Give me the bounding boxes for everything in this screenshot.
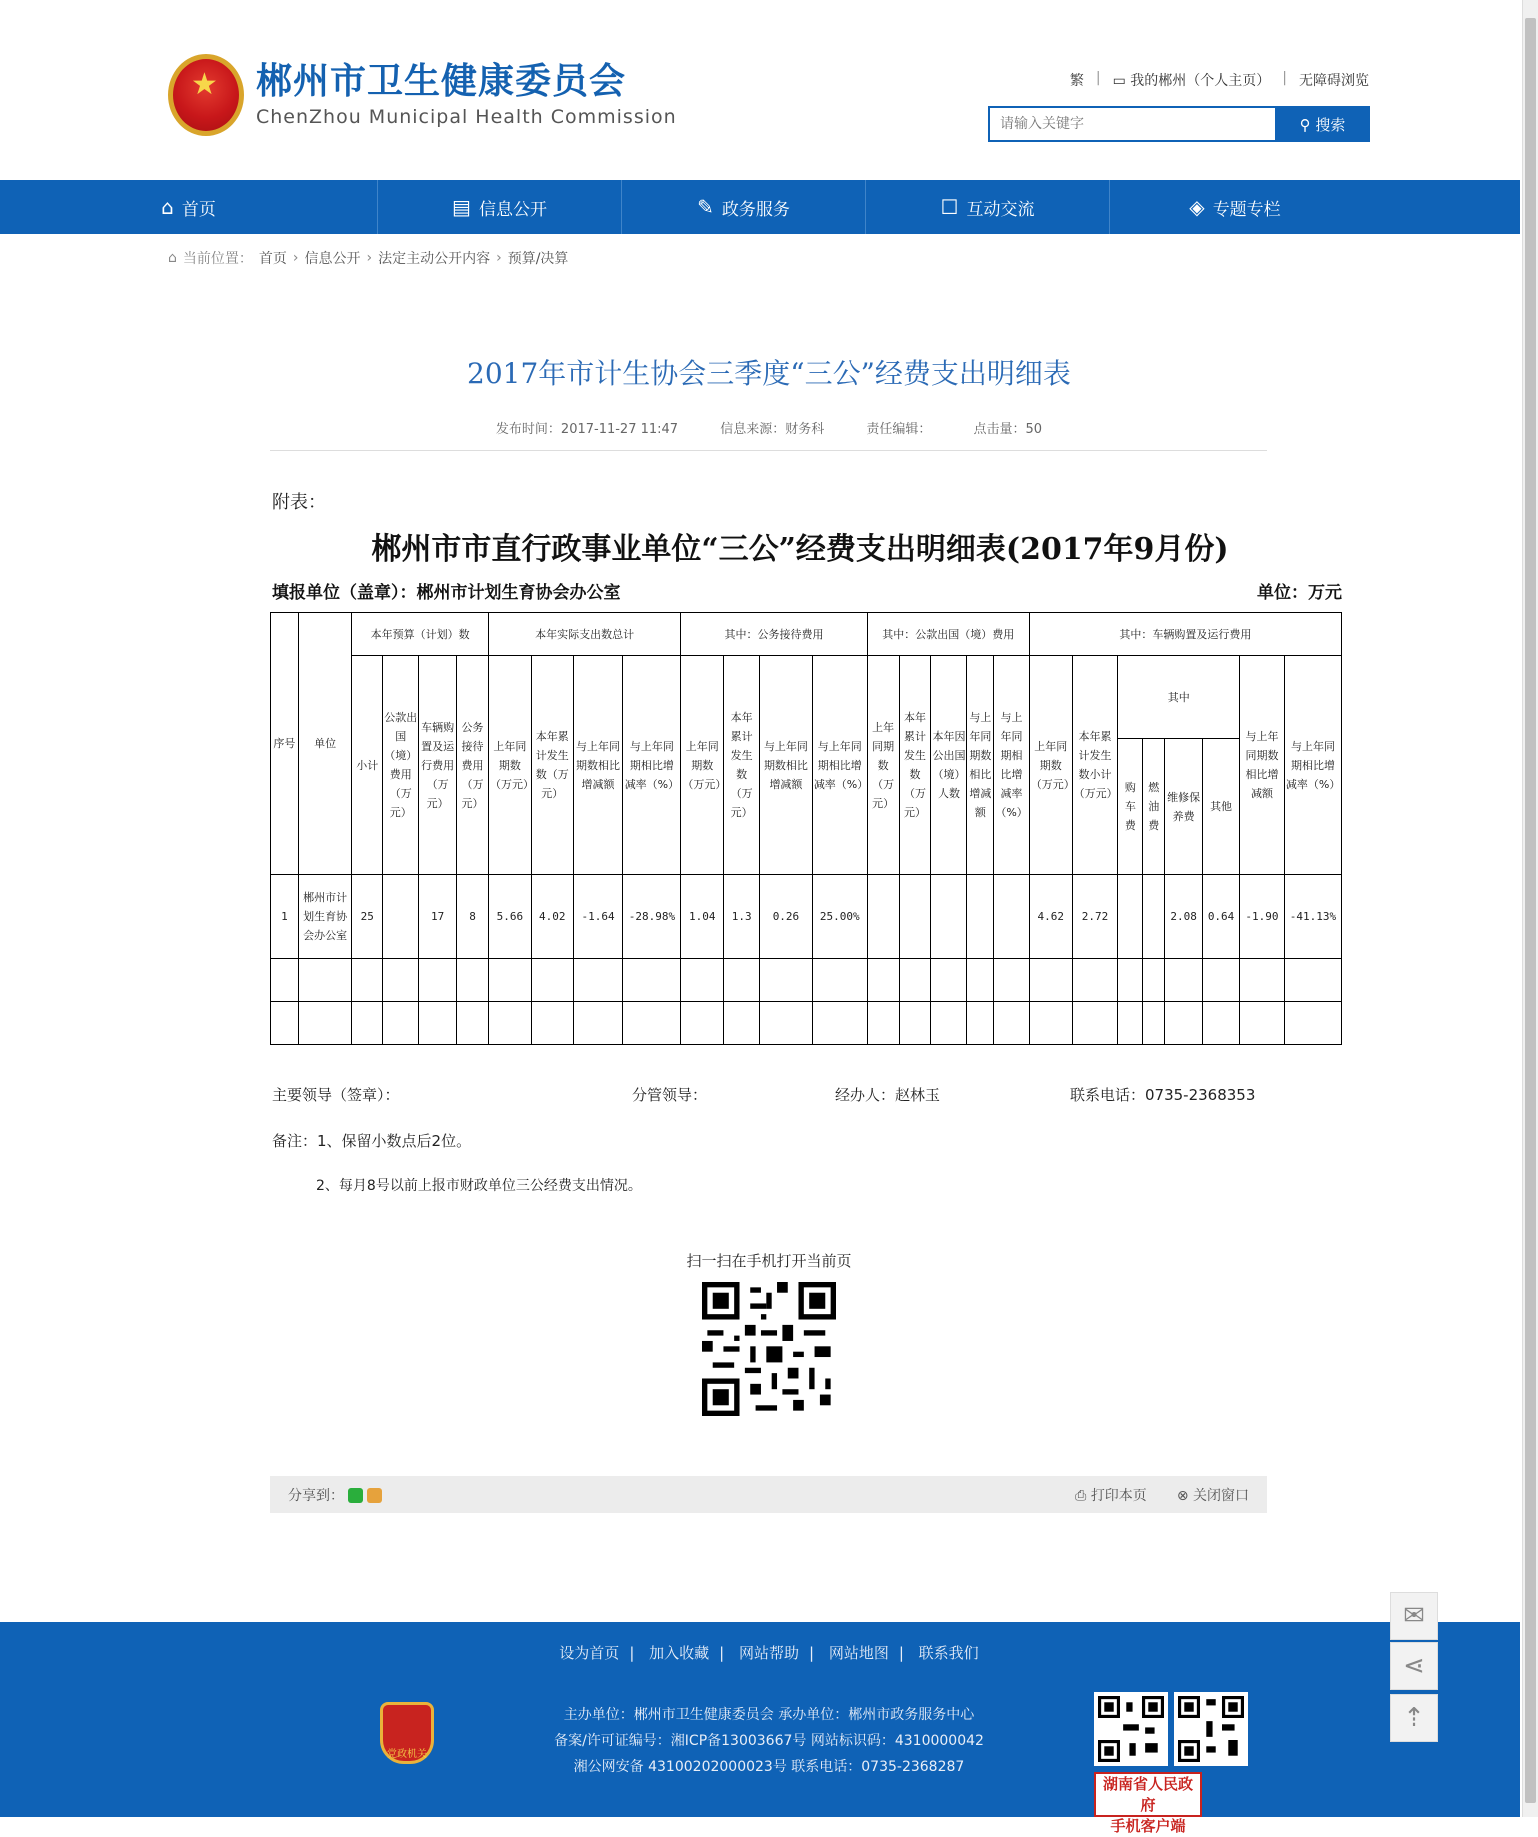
header-cell: 与上年同期数相比增减额 — [967, 656, 994, 875]
charge-sign: 分管领导： — [632, 1086, 708, 1104]
share-label: 分享到： — [288, 1488, 344, 1504]
hunan-gov-label: 湖南省人民政府 — [1102, 1775, 1193, 1814]
note-1: 备注：1、保留小数点后2位。 — [272, 1132, 472, 1150]
cell — [899, 875, 931, 959]
cell: 郴州市计划生育协会办公室 — [298, 875, 352, 959]
party-gov-badge[interactable]: 党政机关 — [380, 1702, 434, 1764]
header-cell: 与上年同期数相比增减额 — [760, 656, 813, 875]
main-nav — [0, 180, 1520, 234]
layers-icon: ◈ — [1189, 195, 1205, 219]
breadcrumb-item[interactable]: 首页 — [258, 251, 287, 267]
nav-label: 政务服务 — [721, 199, 790, 220]
share-bar — [270, 1476, 1267, 1513]
back-to-top-icon[interactable]: ⇡ — [1390, 1694, 1438, 1742]
search-input[interactable] — [988, 106, 1275, 142]
close-icon: ⊗ — [1176, 1488, 1193, 1504]
cell — [1118, 875, 1143, 959]
article-title: 2017年市计生协会三季度“三公”经费支出明细表 — [467, 357, 1071, 390]
group-header-cell: 本年预算（计划）数 — [352, 613, 489, 656]
header-cell: 序号 — [271, 613, 299, 875]
unit-line — [272, 578, 1342, 603]
site-subtitle: ChenZhou Municipal Health Commission — [256, 106, 677, 128]
note-2: 2、每月8号以前上报市财政单位三公经费支出情况。 — [316, 1178, 642, 1194]
header-cell: 上年同期数（万元） — [488, 656, 531, 875]
publish-time: 发布时间：2017-11-27 11:47 — [495, 422, 679, 437]
empty-row — [271, 959, 1342, 1002]
cell — [994, 875, 1029, 959]
article-meta — [0, 418, 1538, 437]
cell — [1143, 875, 1165, 959]
breadcrumb — [168, 248, 568, 268]
national-emblem-icon — [168, 54, 244, 136]
currency-unit: 单位：万元 — [1257, 583, 1342, 603]
header-cell: 与上年同期相比增减率（%） — [812, 656, 867, 875]
group-header-cell: 其中 — [1118, 656, 1240, 739]
footer-link[interactable]: 联系我们 — [918, 1644, 979, 1662]
home-icon: ⌂ — [161, 195, 174, 219]
cell: -1.64 — [573, 875, 623, 959]
traditional-link[interactable]: 繁 — [1069, 73, 1084, 89]
header-cell: 公款出国（境）费用（万元） — [383, 656, 419, 875]
header-cell: 本年累计发生数（万元） — [531, 656, 573, 875]
footer-qr-code — [1094, 1692, 1168, 1766]
breadcrumb-item[interactable]: 预算/决算 — [507, 251, 569, 267]
divider — [270, 450, 1267, 451]
footer-sponsor: 主办单位：郴州市卫生健康委员会 承办单位：郴州市政务服务中心 — [563, 1707, 975, 1723]
header-cell: 本年累计发生数（万元） — [899, 656, 931, 875]
document-icon: ▤ — [452, 195, 471, 219]
header-cell: 与上年同期数相比增减额 — [573, 656, 623, 875]
footer-police: 湘公网安备 43100202000023号 联系电话：0735-2368287 — [573, 1759, 965, 1775]
header-cell: 公务接待费用（万元） — [457, 656, 489, 875]
site-logo[interactable] — [168, 54, 677, 136]
hunan-app-label: 手机客户端 — [1110, 1817, 1186, 1835]
header-cell: 本年累计发生数（万元） — [724, 656, 760, 875]
chevron-right-icon: › — [366, 250, 373, 266]
cell: -1.90 — [1240, 875, 1285, 959]
nav-home[interactable] — [0, 180, 378, 234]
cell: 4.62 — [1029, 875, 1072, 959]
cell — [967, 875, 994, 959]
leader-sign: 主要领导（签章）： — [272, 1086, 400, 1104]
page-qr-code — [702, 1282, 836, 1416]
breadcrumb-label: 当前位置： — [182, 251, 253, 267]
monitor-icon: ▭ — [1112, 73, 1131, 89]
footer-info — [0, 1702, 1538, 1780]
top-links — [1070, 70, 1369, 90]
cell: 8 — [457, 875, 489, 959]
scrollbar[interactable] — [1522, 0, 1538, 1817]
separator: | — [1282, 70, 1287, 86]
share-group — [288, 1485, 382, 1505]
wechat-icon[interactable] — [348, 1488, 363, 1503]
nav-label: 信息公开 — [478, 199, 547, 220]
header-cell: 小计 — [352, 656, 383, 875]
accessibility-link[interactable]: 无障碍浏览 — [1299, 73, 1369, 89]
header-cell: 上年同期数（万元） — [681, 656, 724, 875]
group-header-cell: 其中：公务接待费用 — [681, 613, 867, 656]
header-cell: 本年累计发生数小计（万元） — [1072, 656, 1118, 875]
chevron-right-icon: › — [292, 250, 299, 266]
table-header-row — [271, 613, 1342, 656]
expense-table — [270, 612, 1342, 1045]
search-button-label: 搜索 — [1315, 115, 1346, 134]
nav-label: 互动交流 — [966, 199, 1035, 220]
chevron-right-icon: › — [496, 250, 502, 266]
cell: 1.04 — [681, 875, 724, 959]
share-float-icon[interactable]: ⋖ — [1390, 1642, 1438, 1690]
empty-row — [271, 1002, 1342, 1045]
scrollbar-thumb[interactable] — [1525, 18, 1536, 1803]
group-header-cell: 其中：车辆购置及运行费用 — [1029, 613, 1341, 656]
cell — [931, 875, 967, 959]
footer-qr-code — [1174, 1692, 1248, 1766]
header-cell: 其他 — [1203, 739, 1240, 875]
header-cell: 与上年同期相比增减率（%） — [1284, 656, 1341, 875]
footer-links: 设为首页 | 加入收藏 | 网站帮助 | 网站地图 | 联系我们 — [559, 1644, 979, 1662]
cell: 17 — [419, 875, 457, 959]
home-icon: ⌂ — [168, 250, 177, 266]
search-box — [988, 106, 1370, 142]
cell: 25 — [352, 875, 383, 959]
scan-hint: 扫一扫在手机打开当前页 — [686, 1252, 852, 1270]
table-row — [271, 875, 1342, 959]
search-button[interactable] — [1275, 106, 1370, 142]
wechat-float-icon[interactable]: ✉ — [1390, 1592, 1438, 1640]
cell: 5.66 — [488, 875, 531, 959]
header-cell: 购车费 — [1118, 739, 1143, 875]
cell: -28.98% — [623, 875, 681, 959]
nav-info-disclosure[interactable] — [378, 180, 622, 234]
nav-gov-service[interactable] — [622, 180, 866, 234]
printer-icon: ⎙ — [1075, 1488, 1091, 1504]
cell — [383, 875, 419, 959]
footer-link[interactable]: 设为首页 — [559, 1644, 620, 1662]
cell: 1 — [271, 875, 299, 959]
cell: 4.02 — [531, 875, 573, 959]
cell: -41.13% — [1284, 875, 1341, 959]
contact-phone: 联系电话：0735-2368353 — [1070, 1086, 1256, 1104]
hunan-gov-app-badge[interactable] — [1094, 1772, 1202, 1835]
my-chenzhou-label: 我的郴州（个人主页） — [1130, 73, 1271, 89]
reporting-unit: 填报单位（盖章）：郴州市计划生育协会办公室 — [272, 583, 621, 603]
site-title: 郴州市卫生健康委员会 — [256, 61, 627, 102]
edit-icon: ✎ — [697, 195, 714, 219]
header-cell: 单位 — [298, 613, 352, 875]
header-cell: 与上年同期相比增减率（%） — [994, 656, 1029, 875]
cell: 1.3 — [724, 875, 760, 959]
separator: | — [1095, 70, 1101, 86]
cell: 0.64 — [1203, 875, 1240, 959]
close-label: 关闭窗口 — [1193, 1488, 1249, 1504]
header-cell: 燃油费 — [1143, 739, 1165, 875]
cell: 0.26 — [760, 875, 813, 959]
breadcrumb-item[interactable]: 法定主动公开内容 — [378, 251, 491, 267]
footer — [0, 1622, 1520, 1835]
breadcrumb-item[interactable]: 信息公开 — [304, 251, 361, 267]
click-count: 点击量：50 — [973, 422, 1043, 437]
header-cell: 与上年同期数相比增减额 — [1240, 656, 1285, 875]
header-cell: 维修保养费 — [1165, 739, 1203, 875]
cell: 2.72 — [1072, 875, 1118, 959]
weibo-icon[interactable] — [367, 1488, 382, 1503]
nav-interaction[interactable] — [866, 180, 1110, 234]
nav-label: 专题专栏 — [1212, 199, 1281, 220]
my-chenzhou-link[interactable] — [1113, 70, 1271, 90]
editor: 责任编辑： — [866, 422, 932, 437]
table-title: 郴州市市直行政事业单位“三公”经费支出明细表(2017年9月份) — [371, 532, 1229, 567]
attachment-label: 附表： — [272, 492, 326, 513]
info-source: 信息来源：财务科 — [720, 422, 825, 437]
footer-link[interactable]: 网站地图 — [828, 1644, 889, 1662]
header-cell: 本年因公出国（境）人数 — [931, 656, 967, 875]
footer-icp: 备案/许可证编号：湘ICP备13003667号 网站标识码：4310000042 — [554, 1733, 984, 1749]
cell: 25.00% — [812, 875, 867, 959]
nav-special-topics[interactable] — [1110, 180, 1360, 234]
nav-label: 首页 — [181, 199, 216, 220]
table-header-row — [271, 656, 1342, 739]
handler-sign: 经办人：赵林玉 — [835, 1086, 941, 1104]
search-icon: ⚲ — [1299, 115, 1316, 134]
print-label: 打印本页 — [1090, 1488, 1147, 1504]
group-header-cell: 本年实际支出数总计 — [488, 613, 680, 656]
header-cell: 上年同期数（万元） — [1029, 656, 1072, 875]
footer-link[interactable]: 网站帮助 — [738, 1644, 799, 1662]
footer-link[interactable]: 加入收藏 — [649, 1644, 710, 1662]
group-header-cell: 其中：公款出国（境）费用 — [867, 613, 1029, 656]
print-button[interactable] — [1075, 1485, 1147, 1505]
cell — [867, 875, 899, 959]
chat-icon: ☐ — [940, 195, 959, 219]
close-window-button[interactable] — [1177, 1485, 1249, 1505]
header-cell: 上年同期数（万元） — [867, 656, 899, 875]
page-actions — [1075, 1485, 1249, 1505]
cell: 2.08 — [1165, 875, 1203, 959]
header-cell: 车辆购置及运行费用（万元） — [419, 656, 457, 875]
header-cell: 与上年同期相比增减率（%） — [623, 656, 681, 875]
